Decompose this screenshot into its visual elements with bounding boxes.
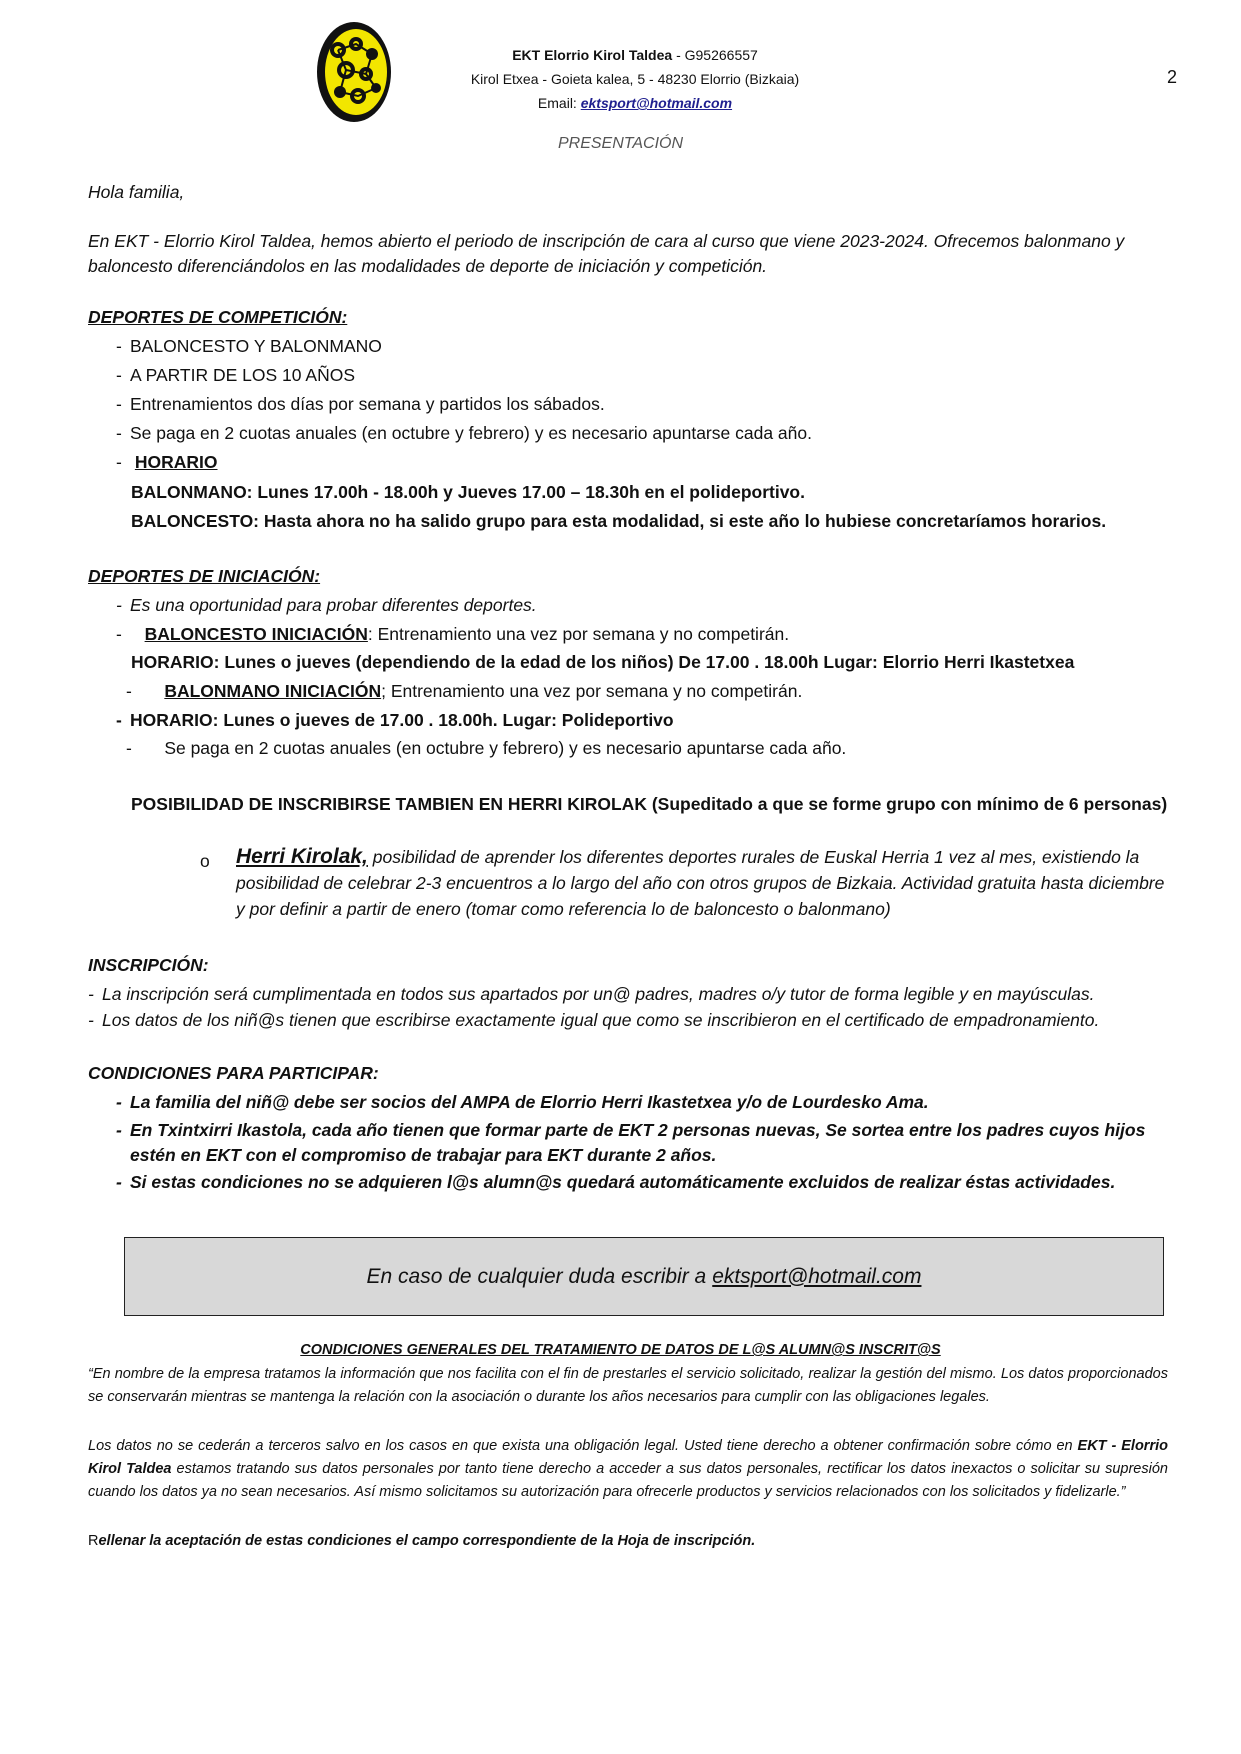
list-item: - BALONCESTO INICIACIÓN: Entrenamiento una vez por semana y no competirán. [116, 624, 790, 644]
list-item: - HORARIO: Lunes o jueves de 17.00 . 18.00h. Lugar: Polideportivo [116, 710, 674, 730]
horario-balonmano: BALONMANO: Lunes 17.00h - 18.00h y Jueves 17.00 – 18.30h en el polideportivo. [131, 482, 805, 502]
competicion-heading: DEPORTES DE COMPETICIÓN: [88, 307, 348, 327]
club-logo [316, 20, 396, 126]
greeting: Hola familia, [88, 182, 185, 202]
contact-box: En caso de cualquier duda escribir a ektsport@hotmail.com [124, 1237, 1164, 1316]
baloncesto-iniciacion-horario: HORARIO: Lunes o jueves (dependiendo de la edad de los niños) De 17.00 . 18.00h Lugar: Elorrio Herri Ikastetxea [131, 652, 1075, 672]
address-line: Kirol Etxea - Goieta kalea, 5 - 48230 Elorrio (Bizkaia) [470, 71, 800, 87]
circle-bullet: o [200, 851, 210, 871]
email-line: Email: ektsport@hotmail.com [537, 95, 733, 111]
org-line: EKT Elorrio Kirol Taldea - G95266557 [512, 47, 758, 63]
baloncesto-iniciacion-label: BALONCESTO INICIACIÓN [144, 624, 368, 644]
list-item: - Entrenamientos dos días por semana y partidos los sábados. [116, 394, 605, 414]
list-item: - La inscripción será cumplimentada en todos sus apartados por un@ padres, madres o/y tutor de forma legible y en mayúsculas. [88, 984, 1095, 1004]
inscripcion-heading: INSCRIPCIÓN: [88, 955, 209, 975]
list-item: - Es una oportunidad para probar diferentes deportes. [116, 595, 537, 615]
document-title: PRESENTACIÓN [557, 135, 684, 152]
list-item: - BALONMANO INICIACIÓN; Entrenamiento una vez por semana y no competirán. [126, 681, 803, 701]
datos-heading: CONDICIONES GENERALES DEL TRATAMIENTO DE DATOS DE L@S ALUMN@S INSCRIT@S [300, 1342, 941, 1358]
list-item: - Se paga en 2 cuotas anuales (en octubre y febrero) y es necesario apuntarse cada año. [116, 423, 812, 443]
balonmano-iniciacion-label: BALONMANO INICIACIÓN [164, 681, 382, 701]
list-item: - BALONCESTO Y BALONMANO [116, 336, 382, 356]
datos-paragraph-2: Los datos no se cederán a terceros salvo en los casos en que exista una obligación legal. Usted tiene derecho a obtener confirmación sobre cómo en EKT - Elorrio Kirol Taldea estamos tratando sus datos personales por tanto tiene derecho a acceder a sus datos personales, rectificar los datos inexactos o solicitar su supresión cuando los datos ya no sean necesarios. Así mismo solicitamos su autorización para ofrecerle productos y servicios relacionados con los solicitados y fidelizarle.” [88, 1438, 1168, 1500]
list-item: - Se paga en 2 cuotas anuales (en octubre y febrero) y es necesario apuntarse cada año. [126, 738, 847, 758]
intro-paragraph: En EKT - Elorrio Kirol Taldea, hemos abierto el periodo de inscripción de cara al curso que viene 2023-2024. Ofrecemos balonmano y baloncesto diferenciándolos en las modalidades de deporte de iniciación y competición. [88, 231, 1125, 276]
horario-label: HORARIO [134, 452, 218, 472]
header-email-link[interactable]: ektsport@hotmail.com [580, 95, 733, 111]
letterhead [400, 43, 870, 115]
datos-paragraph-1: “En nombre de la empresa tratamos la información que nos facilita con el fin de prestarles el servicio solicitado, realizar la gestión del mismo. Los datos proporcionados se conservarán mientras se mantenga la relación con la asociación o durante los años necesarios para cumplir con las obligaciones legales. [88, 1366, 1168, 1405]
herri-kirolak-description: Herri Kirolak, posibilidad de aprender los diferentes deportes rurales de Euskal Herria 1 vez al mes, existiendo la posibilidad de celebrar 2-3 encuentros a lo largo del año con otros grupos de Bizkaia. Actividad gratuita hasta diciembre y por definir a partir de enero (tomar como referencia lo de baloncesto o balonmano) [236, 845, 1165, 919]
list-item: - Los datos de los niñ@s tienen que escribirse exactamente igual que como se inscribieron en el certificado de empadronamiento. [88, 1010, 1100, 1030]
herri-kirolak-notice: POSIBILIDAD DE INSCRIBIRSE TAMBIEN EN HERRI KIROLAK (Supeditado a que se forme grupo con mínimo de 6 personas) [131, 794, 1168, 814]
list-item: - A PARTIR DE LOS 10 AÑOS [116, 365, 355, 385]
datos-acceptance-note: Rellenar la aceptación de estas condiciones el campo correspondiente de la Hoja de inscripción. [88, 1533, 756, 1549]
list-item: - En Txintxirri Ikastola, cada año tienen que formar parte de EKT 2 personas nuevas, Se sortea entre los padres cuyos hijos estén en EKT con el compromiso de trabajar para EKT durante 2 años. [116, 1120, 1146, 1165]
contact-email-link[interactable]: ektsport@hotmail.com [712, 1264, 922, 1288]
list-item: - HORARIO [116, 452, 218, 472]
condiciones-heading: CONDICIONES PARA PARTICIPAR: [88, 1063, 379, 1083]
list-item: - La familia del niñ@ debe ser socios del AMPA de Elorrio Herri Ikastetxea y/o de Lourdesko Ama. [116, 1092, 929, 1112]
horario-baloncesto: BALONCESTO: Hasta ahora no ha salido grupo para esta modalidad, si este año lo hubiese concretaríamos horarios. [131, 511, 1107, 531]
iniciacion-heading: DEPORTES DE INICIACIÓN: [88, 566, 321, 586]
page-number: 2 [1166, 67, 1177, 87]
list-item: - Si estas condiciones no se adquieren l@s alumn@s quedará automáticamente excluidos de realizar éstas actividades. [116, 1172, 1116, 1192]
